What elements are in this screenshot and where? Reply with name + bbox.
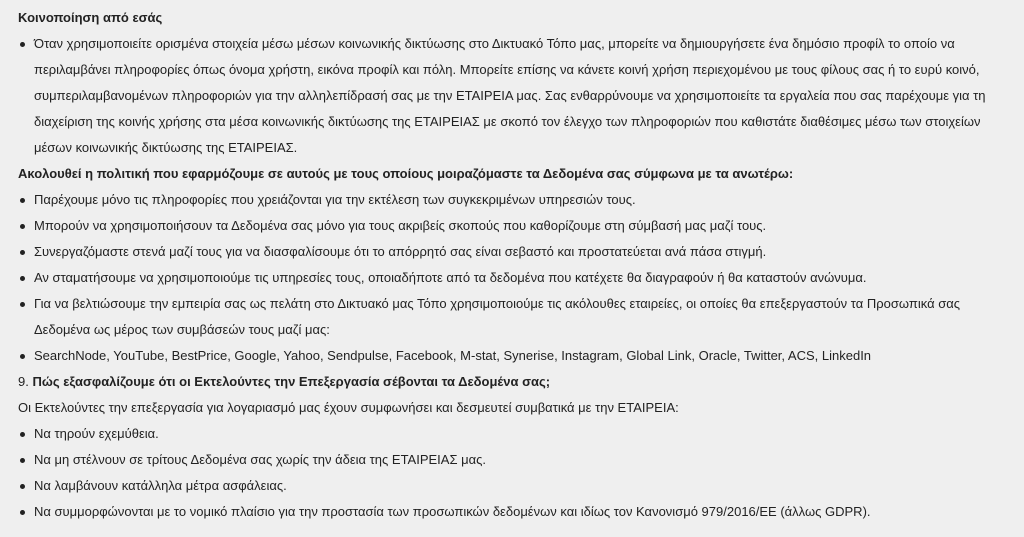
list-item: Να μη στέλνουν σε τρίτους Δεδομένα σας χωρίς την άδεια της ΕΤΑΙΡΕΙΑΣ μας. (18, 447, 1014, 473)
list-item: Για να βελτιώσουμε την εμπειρία σας ως πελάτη στο Δικτυακό μας Τόπο χρησιμοποιούμε τις ακόλουθες εταιρείες, οι οποίες θα επεξεργαστούν τα Προσωπικά σας Δεδομένα ως μέρος των συμβάσεών τους μαζί μας: (18, 291, 1014, 343)
section-number: 9. (18, 374, 29, 389)
list-item-companies: SearchNode, YouTube, BestPrice, Google, Yahoo, Sendpulse, Facebook, M-stat, Synerise, Instagram, Global Link, Oracle, Twitter, ACS, LinkedIn (18, 343, 1014, 369)
section-heading-sharing: Κοινοποίηση από εσάς (18, 10, 163, 25)
processor-commitments-list (18, 421, 1014, 525)
list-item: Να τηρούν εχεμύθεια. (18, 421, 1014, 447)
list-item: Όταν χρησιμοποιείτε ορισμένα στοιχεία μέσω μέσων κοινωνικής δικτύωσης στο Δικτυακό Τόπο μας, μπορείτε να δημιουργήσετε ένα δημόσιο προφίλ το οποίο να περιλαμβάνει πληροφορίες όπως όνομα χρήστη, εικόνα προφίλ και πόλη. Μπορείτε επίσης να κάνετε κοινή χρήση περιεχομένου με τους φίλους σας ή το ευρύ κοινό, συμπεριλαμβανομένων πληροφοριών για την αλληλεπίδρασή σας με την ΕΤΑΙΡΕΙΑ μας. Σας ενθαρρύνουμε να χρησιμοποιείτε τα εργαλεία που σας παρέχουμε για τη διαχείριση της κοινής χρήσης στα μέσα κοινωνικής δικτύωσης της ΕΤΑΙΡΕΙΑΣ με σκοπό τον έλεγχο των πληροφοριών που καθιστάτε διαθέσιμες μέσω των στοιχείων μέσων κοινωνικής δικτύωσης της ΕΤΑΙΡΕΙΑΣ. (18, 31, 1014, 161)
section-intro: Οι Εκτελούντες την επεξεργασία για λογαριασμό μας έχουν συμφωνήσει και δεσμευτεί συμβατικά με την ΕΤΑΙΡΕΙΑ: (18, 400, 679, 415)
list-item: Αν σταματήσουμε να χρησιμοποιούμε τις υπηρεσίες τους, οποιαδήποτε από τα δεδομένα που κατέχετε θα διαγραφούν ή θα καταστούν ανώνυμα. (18, 265, 1014, 291)
processor-policy-list (18, 187, 1014, 369)
list-item: Να λαμβάνουν κατάλληλα μέτρα ασφάλειας. (18, 473, 1014, 499)
section-heading-processor-policy: Ακολουθεί η πολιτική που εφαρμόζουμε σε αυτούς με τους οποίους μοιραζόμαστε τα Δεδομένα σας σύμφωνα με τα ανωτέρω: (18, 166, 794, 181)
section-heading-processors-respect (18, 369, 1014, 395)
list-item: Να συμμορφώνονται με το νομικό πλαίσιο για την προστασία των προσωπικών δεδομένων και ιδίως τον Κανονισμό 979/2016/ΕΕ (άλλως GDPR). (18, 499, 1014, 525)
list-item: Παρέχουμε μόνο τις πληροφορίες που χρειάζονται για την εκτέλεση των συγκεκριμένων υπηρεσιών τους. (18, 187, 1014, 213)
list-item: Συνεργαζόμαστε στενά μαζί τους για να διασφαλίσουμε ότι το απόρρητό σας είναι σεβαστό και προστατεύεται ανά πάσα στιγμή. (18, 239, 1014, 265)
section-title: Πώς εξασφαλίζουμε ότι οι Εκτελούντες την Επεξεργασία σέβονται τα Δεδομένα σας; (32, 374, 551, 389)
sharing-list (18, 31, 1014, 161)
list-item: Μπορούν να χρησιμοποιήσουν τα Δεδομένα σας μόνο για τους ακριβείς σκοπούς που καθορίζουμε στη σύμβασή μας μαζί τους. (18, 213, 1014, 239)
